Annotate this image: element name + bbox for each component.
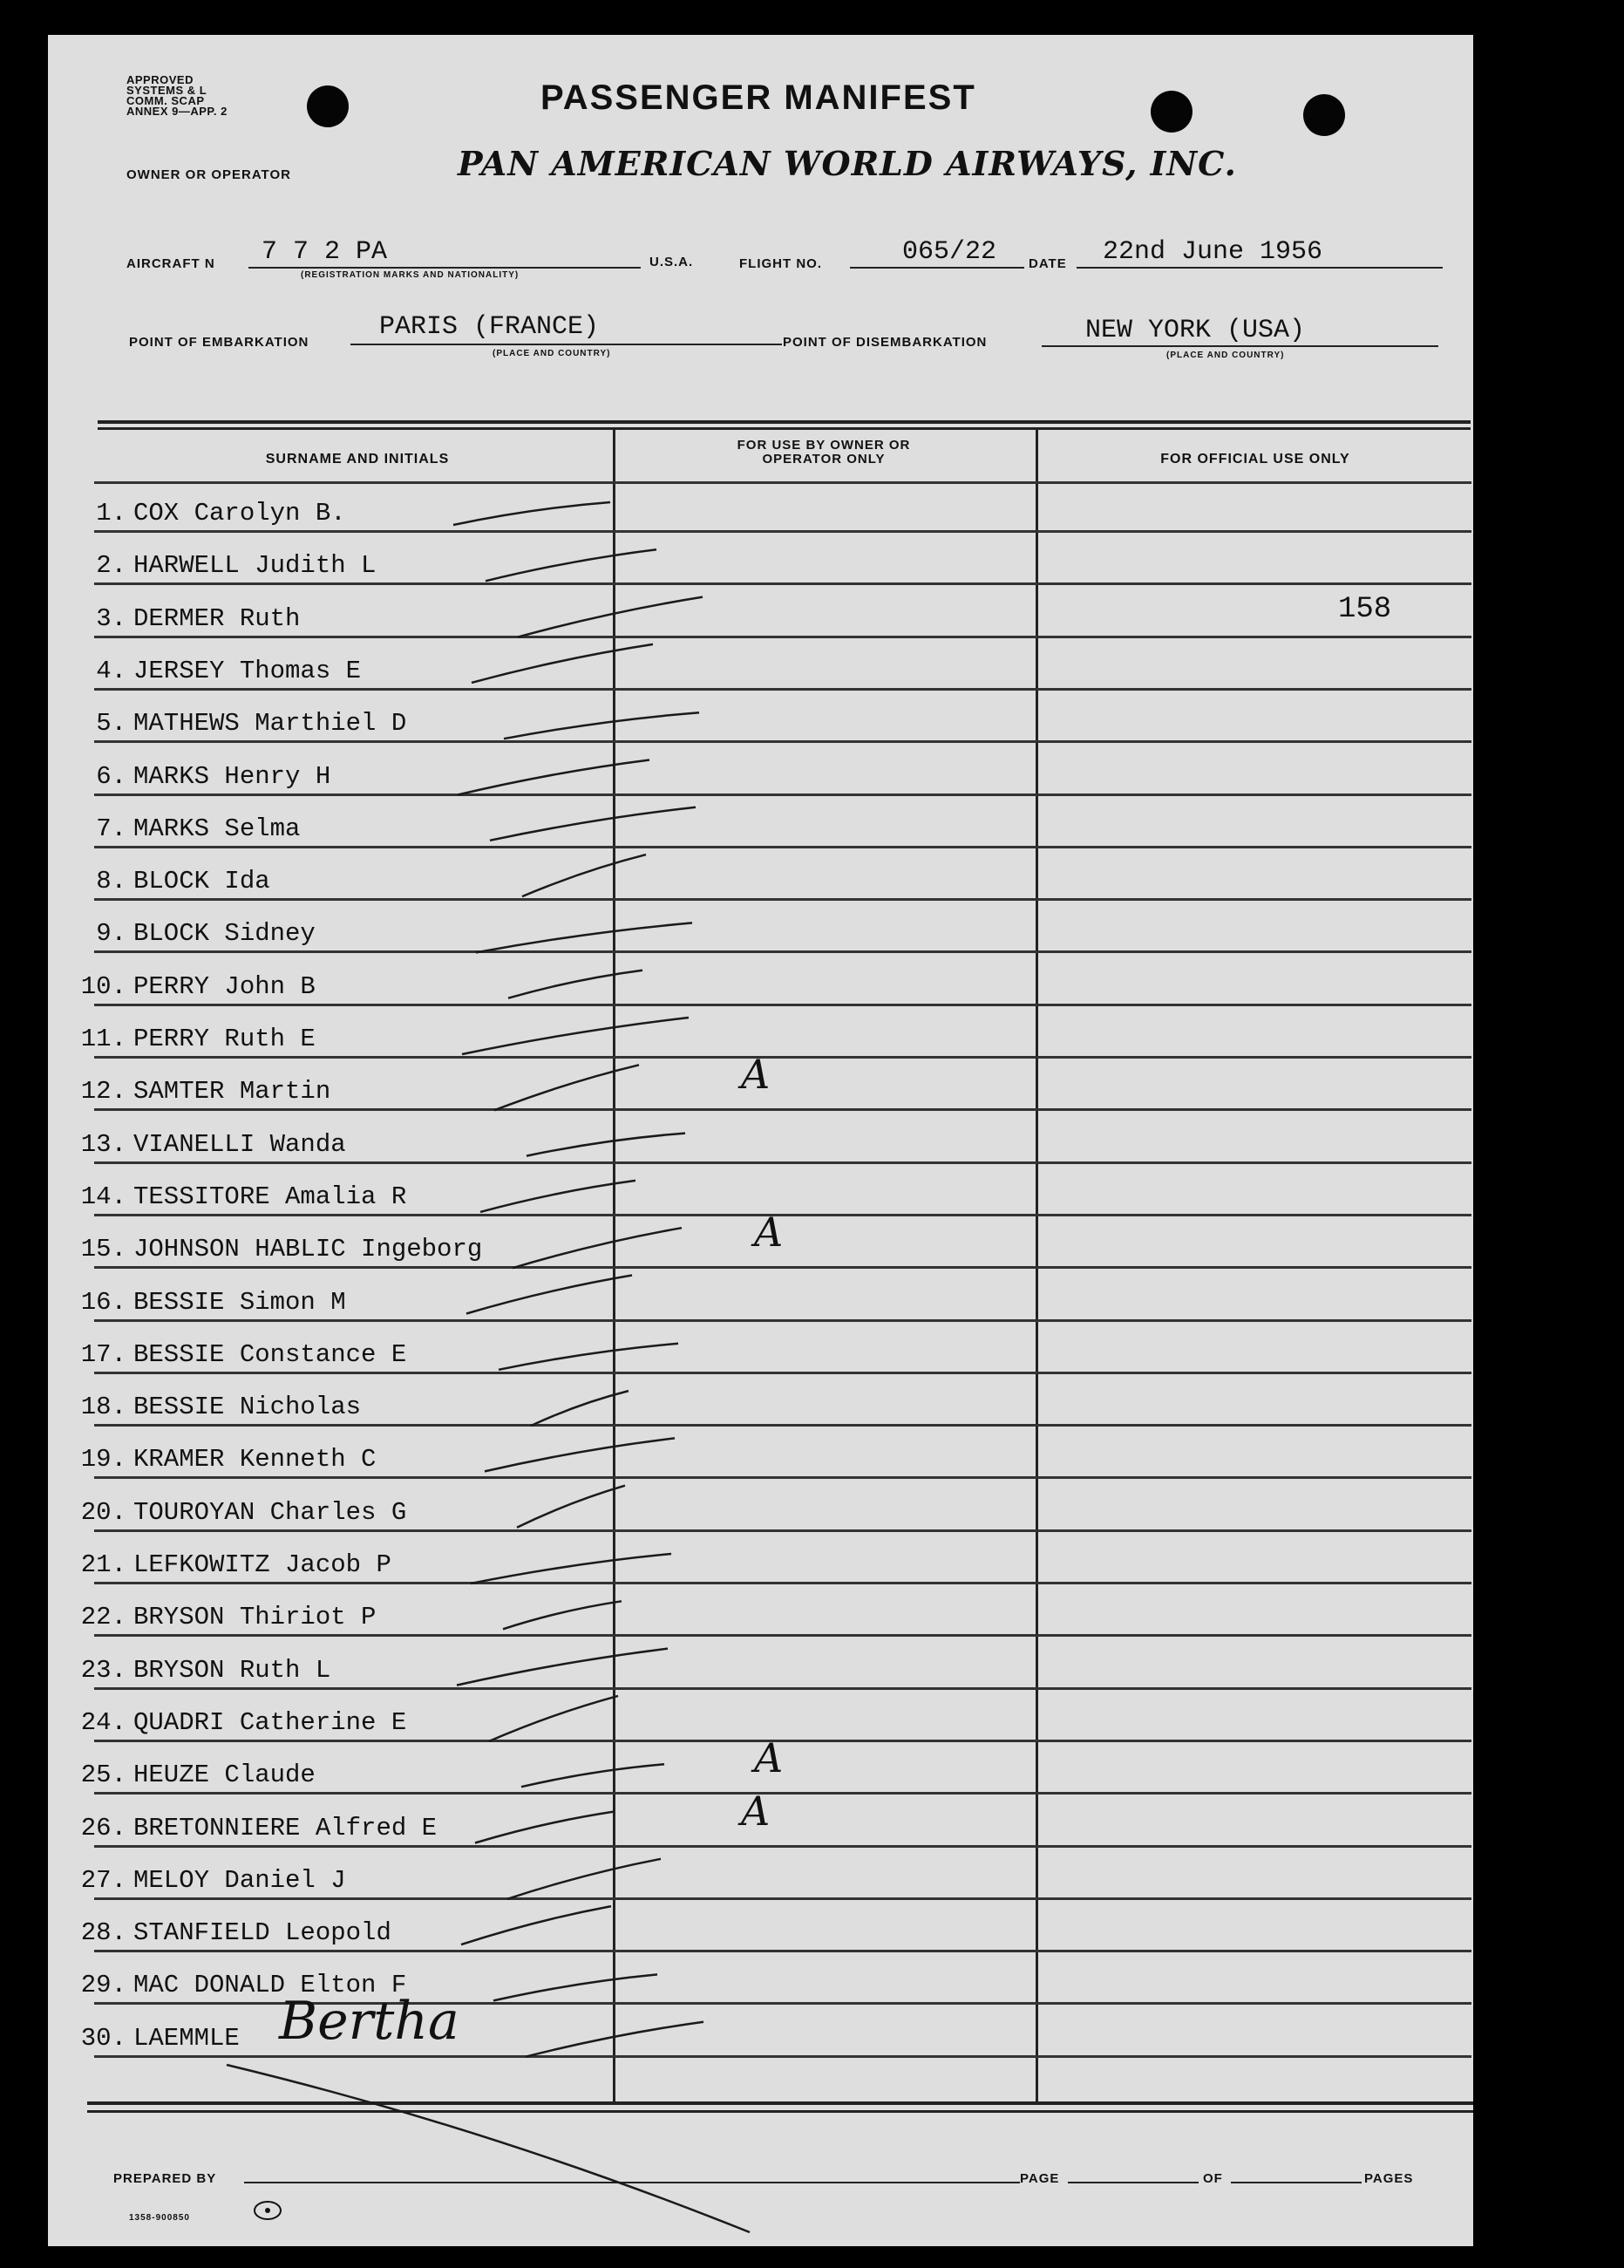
aircraft-value: 7 7 2 PA <box>262 237 388 267</box>
passenger-name: PERRY John B <box>133 971 316 1001</box>
check-stroke <box>507 1859 661 1899</box>
passenger-name: MELOY Daniel J <box>133 1865 346 1895</box>
check-stroke <box>531 1391 629 1426</box>
page-label: PAGE <box>1020 2171 1060 2186</box>
check-stroke <box>480 1181 635 1212</box>
passenger-name: KRAMER Kenneth C <box>133 1445 377 1475</box>
check-stroke <box>522 855 646 896</box>
check-stroke <box>490 807 696 841</box>
check-stroke <box>518 597 703 637</box>
official-number: 158 <box>1338 593 1392 626</box>
passenger-name: VIANELLI Wanda <box>133 1129 346 1159</box>
check-stroke <box>457 1649 668 1686</box>
passenger-name: LAEMMLE <box>133 2023 240 2053</box>
check-stroke <box>527 1134 685 1156</box>
passenger-number: 3. <box>96 603 126 633</box>
passenger-number: 22. <box>80 1603 126 1632</box>
owner-label: OWNER OR OPERATOR <box>126 167 291 182</box>
check-stroke <box>503 1601 622 1629</box>
check-stroke <box>485 1438 675 1471</box>
check-stroke <box>476 923 692 952</box>
passenger-number: 2. <box>96 551 126 581</box>
passenger-name: JOHNSON HABLIC Ingeborg <box>133 1235 483 1264</box>
passenger-name: MATHEWS Marthiel D <box>133 709 407 739</box>
embarkation-label: POINT OF EMBARKATION <box>129 335 309 350</box>
passenger-number: 1. <box>96 499 126 528</box>
passenger-name: PERRY Ruth E <box>133 1025 316 1053</box>
passenger-name: MARKS Selma <box>133 814 301 843</box>
disembarkation-value: NEW YORK (USA) <box>1085 316 1306 345</box>
passenger-number: 8. <box>96 867 126 896</box>
passenger-number: 9. <box>96 919 126 949</box>
embarkation-note: (PLACE AND COUNTRY) <box>493 349 611 358</box>
check-stroke <box>499 1344 678 1370</box>
owner-use-column-header: FOR USE BY OWNER OR OPERATOR ONLY <box>737 438 911 467</box>
check-stroke <box>486 549 656 581</box>
registration-note: (REGISTRATION MARKS AND NATIONALITY) <box>301 270 520 280</box>
passenger-number: 12. <box>80 1077 126 1107</box>
check-stroke <box>489 1696 618 1741</box>
passenger-number: 26. <box>80 1813 126 1842</box>
passenger-number: 6. <box>96 761 126 791</box>
passenger-number: 25. <box>80 1761 126 1790</box>
check-stroke <box>458 760 649 795</box>
passenger-number: 24. <box>80 1707 126 1737</box>
passenger-number: 28. <box>80 1918 126 1948</box>
form-code: 1358-900850 <box>129 2213 190 2223</box>
check-stroke <box>521 1764 664 1787</box>
check-stroke <box>462 1018 689 1054</box>
passenger-name: BRYSON Thiriot P <box>133 1603 377 1632</box>
passenger-number: 15. <box>80 1235 126 1264</box>
passenger-number: 30. <box>80 2023 126 2053</box>
passenger-number: 18. <box>80 1393 126 1422</box>
embarkation-value: PARIS (FRANCE) <box>379 312 600 342</box>
check-stroke <box>453 502 610 525</box>
owner-code-mark: A <box>754 1734 784 1782</box>
passenger-number: 23. <box>80 1655 126 1685</box>
passenger-name: BRETONNIERE Alfred E <box>133 1813 438 1842</box>
owner-code-mark: A <box>741 1051 771 1099</box>
date-label: DATE <box>1029 256 1067 271</box>
passenger-name: BESSIE Simon M <box>133 1287 346 1317</box>
passenger-number: 17. <box>80 1339 126 1369</box>
check-stroke <box>513 1228 682 1268</box>
page-title: PASSENGER MANIFEST <box>540 78 976 117</box>
passenger-number: 7. <box>96 814 126 843</box>
passenger-number: 14. <box>80 1182 126 1211</box>
date-value: 22nd June 1956 <box>1103 237 1323 267</box>
check-stroke <box>494 1065 639 1110</box>
passenger-name: DERMER Ruth <box>133 603 301 633</box>
pages-label: PAGES <box>1364 2171 1414 2186</box>
passenger-number: 4. <box>96 656 126 685</box>
passenger-name: BLOCK Sidney <box>133 919 316 949</box>
of-label: OF <box>1203 2171 1223 2186</box>
passenger-number: 27. <box>80 1865 126 1895</box>
passenger-number: 29. <box>80 1971 126 2000</box>
check-stroke <box>508 971 642 998</box>
country-label: U.S.A. <box>649 255 694 269</box>
passenger-name: TOUROYAN Charles G <box>133 1497 407 1527</box>
approval-stamp: APPROVED SYSTEMS & L COMM. SCAP ANNEX 9—APP. 2 <box>126 73 228 118</box>
check-stroke <box>475 1812 615 1843</box>
passenger-name: JERSEY Thomas E <box>133 656 362 685</box>
passenger-name: TESSITORE Amalia R <box>133 1182 407 1211</box>
passenger-number: 16. <box>80 1287 126 1317</box>
passenger-name: BRYSON Ruth L <box>133 1655 331 1685</box>
check-stroke <box>517 1486 625 1528</box>
passenger-name: BLOCK Ida <box>133 867 270 896</box>
passenger-name: LEFKOWITZ Jacob P <box>133 1550 391 1579</box>
passenger-name: BESSIE Nicholas <box>133 1393 362 1422</box>
passenger-name: STANFIELD Leopold <box>133 1918 391 1948</box>
check-stroke <box>461 1906 611 1944</box>
check-stroke <box>472 644 653 683</box>
airline-name: PAN AMERICAN WORLD AIRWAYS, INC. <box>458 144 1237 183</box>
passenger-number: 10. <box>80 971 126 1001</box>
check-stroke <box>466 1276 632 1314</box>
cancel-stroke <box>227 2065 750 2232</box>
passenger-name: HARWELL Judith L <box>133 551 377 581</box>
aircraft-label: AIRCRAFT N <box>126 256 215 271</box>
disembarkation-label: POINT OF DISEMBARKATION <box>783 335 988 350</box>
passenger-name: MAC DONALD Elton F <box>133 1971 407 2000</box>
owner-code-mark: A <box>741 1787 771 1835</box>
flight-no-label: FLIGHT NO. <box>739 256 822 271</box>
check-stroke <box>526 2022 703 2057</box>
passenger-name: HEUZE Claude <box>133 1761 316 1790</box>
passenger-number: 19. <box>80 1445 126 1475</box>
passenger-number: 13. <box>80 1129 126 1159</box>
check-stroke <box>493 1974 657 2000</box>
passenger-name: SAMTER Martin <box>133 1077 331 1107</box>
surname-column-header: SURNAME AND INITIALS <box>265 452 450 467</box>
handwritten-first-name: Bertha <box>279 1990 459 2052</box>
check-stroke <box>471 1554 671 1584</box>
passenger-name: BESSIE Constance E <box>133 1339 407 1369</box>
passenger-number: 5. <box>96 709 126 739</box>
passenger-name: QUADRI Catherine E <box>133 1707 407 1737</box>
passenger-name: COX Carolyn B. <box>133 499 346 528</box>
flight-no-value: 065/22 <box>902 237 997 267</box>
prepared-by-label: PREPARED BY <box>113 2171 217 2186</box>
check-stroke <box>504 712 699 739</box>
official-use-column-header: FOR OFFICIAL USE ONLY <box>1160 452 1350 467</box>
owner-code-mark: A <box>754 1209 784 1257</box>
passenger-number: 21. <box>80 1550 126 1579</box>
passenger-number: 20. <box>80 1497 126 1527</box>
passenger-name: MARKS Henry H <box>133 761 331 791</box>
passenger-number: 11. <box>80 1025 126 1053</box>
disembarkation-note: (PLACE AND COUNTRY) <box>1166 351 1285 360</box>
